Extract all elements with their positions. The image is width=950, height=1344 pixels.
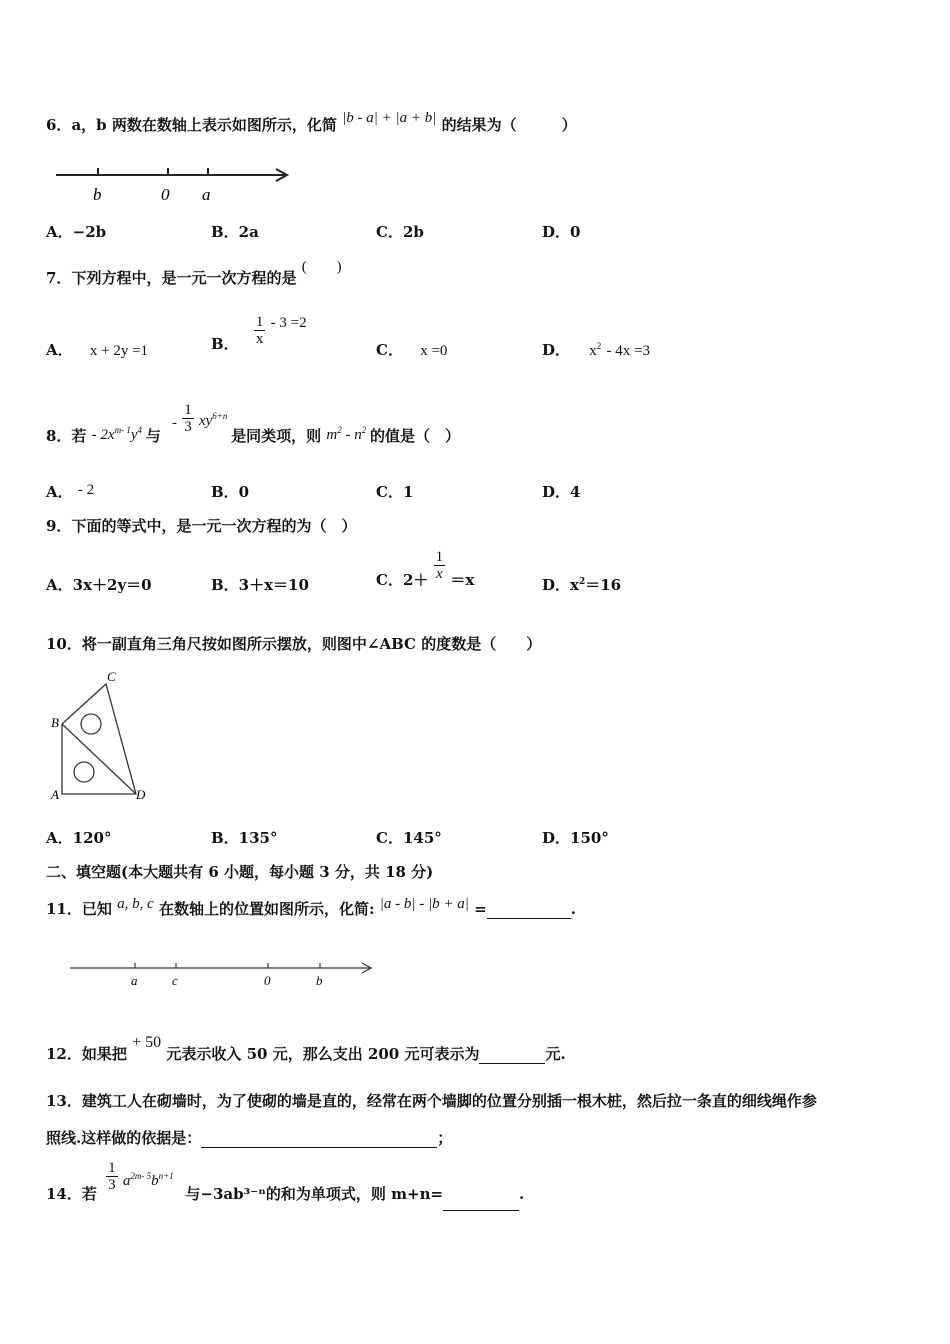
q6-expression: |b - a| + |a + b| (342, 110, 437, 126)
q14-b-sup: n+1 (158, 1170, 174, 1181)
q10-option-a[interactable]: A．120° (46, 829, 112, 847)
q14-answer-blank[interactable] (443, 1196, 519, 1211)
q6-tail: 的结果为（ ） (441, 116, 577, 134)
q8-expression (326, 424, 370, 443)
q7-option-b-fraction (254, 314, 266, 347)
q12-value: + 50 (132, 1034, 162, 1051)
q11-eq: = (474, 900, 487, 918)
q9-text: 下面的等式中，是一元一次方程的为（ ） (71, 517, 357, 535)
q12-text2: 元表示收入 50 元，那么支出 200 元可表示为 (166, 1045, 480, 1063)
q6-axis-label-0: 0 (161, 185, 170, 204)
q8-expr-m: m (326, 426, 338, 443)
q7-option-d[interactable] (542, 339, 650, 360)
q7-option-a-label: A． (46, 341, 73, 359)
question-12 (46, 1034, 566, 1064)
q7-option-d-base: x (589, 343, 597, 359)
q9-option-c-fraction (434, 549, 446, 582)
q6-option-a[interactable]: A．−2b (46, 223, 107, 241)
q14-fraction-numerator: 1 (108, 1160, 116, 1176)
q6-text: a，b 两数在数轴上表示如图所示，化简 (71, 116, 337, 134)
question-11 (46, 898, 576, 919)
question-7 (46, 259, 342, 288)
q14-mid: 与−3ab³⁻ⁿ的和为单项式，则 m+n= (185, 1184, 444, 1203)
q8-fraction-numerator: 1 (184, 402, 192, 418)
q6-number: 6． (46, 116, 72, 134)
q13-end: ； (437, 1129, 453, 1147)
q6-axis-label-b: b (93, 185, 102, 204)
q9-option-c-post: ＝x (450, 570, 475, 589)
q7-option-a-expr: x + 2y =1 (89, 343, 149, 359)
q14-fraction-denominator: 3 (108, 1177, 116, 1193)
q9-option-c-numerator: 1 (435, 549, 444, 565)
q11-mid: 在数轴上的位置如图所示，化简: (159, 900, 375, 918)
q9-option-d-sup: 2 (578, 577, 586, 587)
q9-option-d[interactable] (542, 574, 621, 595)
q12-text3: 元. (545, 1045, 566, 1063)
q8-expr-nsup: 2 (361, 424, 367, 435)
q8-expr-msup: 2 (337, 424, 342, 435)
q8-mid: 是同类项，则 (231, 426, 322, 445)
question-9 (46, 515, 356, 536)
q7-option-b-rest: - 3 =2 (270, 314, 307, 331)
q7-option-b-label: B． (211, 334, 239, 353)
q14-a: a (122, 1172, 131, 1189)
q7-option-b-numerator: 1 (255, 314, 264, 330)
q7-option-c-expr: x =0 (420, 343, 448, 359)
q9-option-d-pre: D．x (542, 576, 579, 594)
section-2-heading: 二、填空题(本大题共有 6 小题，每小题 3 分，共 18 分) (46, 863, 434, 881)
q8-number: 8．若 (46, 426, 87, 445)
q8-option-a-expr: - 2 (77, 482, 95, 498)
q8-term2-sup: 6+n (212, 410, 228, 421)
q6-option-c[interactable]: C．2b (376, 223, 424, 241)
q10-label-b: B (51, 715, 59, 730)
q8-term2-sign: - (172, 414, 177, 431)
q11-vars: a, b, c (117, 896, 154, 912)
q12-text1: 12．如果把 (46, 1045, 127, 1063)
q10-label-a: A (51, 787, 59, 802)
q7-option-d-rest: - 4x =3 (606, 343, 650, 359)
q10-triangle-figure (46, 664, 166, 809)
q14-monomial (122, 1170, 178, 1189)
q9-option-c[interactable] (376, 549, 475, 589)
q8-option-a[interactable] (46, 481, 94, 502)
q8-term2 (198, 410, 231, 429)
q8-fraction (182, 402, 194, 435)
q11-axis-label-0: 0 (264, 973, 271, 988)
q10-option-d[interactable]: D．150° (542, 829, 609, 847)
question-13-line-1: 13．建筑工人在砌墙时，为了使砌的墙是直的，经常在两个墙脚的位置分别插一根木桩，然后拉一条直的细线绳作参 (46, 1092, 817, 1110)
q8-with: 与 (145, 426, 161, 445)
question-6 (46, 110, 577, 135)
q7-option-c[interactable] (376, 339, 447, 360)
q8-option-a-label: A． (46, 483, 73, 501)
q8-term1-base: - 2x (91, 426, 115, 443)
q8-tail: 的值是（ ） (369, 426, 460, 445)
q10-label-d: D (136, 787, 146, 802)
q7-text: 下列方程中，是一元一次方程的是 (71, 269, 297, 287)
q8-term1-y: y (130, 426, 138, 443)
q11-answer-blank[interactable] (487, 904, 571, 919)
q9-option-d-post: ＝16 (585, 576, 622, 594)
q14-a-sup: 2m- 5 (130, 1170, 152, 1181)
question-8 (46, 402, 460, 445)
q11-axis-label-a: a (131, 973, 138, 988)
q13-line2-text: 照线.这样做的依据是： (46, 1129, 202, 1147)
question-13-line-2 (46, 1127, 452, 1148)
q14-pre: 14．若 (46, 1184, 97, 1203)
q7-option-b-denominator: x (255, 331, 264, 347)
q11-end: . (570, 900, 576, 918)
q9-option-c-pre: C．2＋ (376, 570, 429, 589)
q6-number-line (50, 160, 300, 210)
q13-answer-blank[interactable] (201, 1133, 437, 1148)
q12-answer-blank[interactable] (479, 1049, 545, 1064)
q14-fraction (106, 1160, 118, 1193)
q10-option-c[interactable]: C．145° (376, 829, 442, 847)
q6-option-d[interactable]: D．0 (542, 223, 581, 241)
q11-axis-label-c: c (172, 973, 178, 988)
q8-term1-ysup: 4 (137, 424, 142, 435)
q10-text: 将一副直角三角尺按如图所示摆放，则图中∠ABC 的度数是（ ） (81, 635, 542, 653)
q8-option-b[interactable]: B．0 (211, 483, 250, 501)
q8-term1-sup: m- 1 (114, 424, 131, 435)
q6-axis-label-a: a (202, 185, 211, 204)
question-14 (46, 1160, 525, 1203)
q8-term2-base: xy (198, 412, 213, 429)
q8-term1 (91, 424, 146, 443)
q10-label-c: C (107, 669, 116, 684)
q7-option-b[interactable] (211, 314, 307, 353)
q14-b: b (151, 1172, 159, 1189)
q8-option-d[interactable]: D．4 (542, 483, 581, 501)
q11-expression: |a - b| - |b + a| (379, 896, 469, 912)
q11-axis-label-b: b (316, 973, 323, 988)
q14-end: . (519, 1184, 525, 1203)
q8-fraction-denominator: 3 (184, 419, 192, 435)
q10-number: 10． (46, 635, 82, 653)
q10-option-b[interactable]: B．135° (211, 829, 278, 847)
q11-number-line (64, 958, 384, 998)
q6-option-b[interactable]: B．2a (211, 223, 259, 241)
q9-number: 9． (46, 517, 72, 535)
q7-number: 7． (46, 269, 72, 287)
q8-option-c[interactable]: C．1 (376, 483, 414, 501)
q11-number: 11．已知 (46, 900, 112, 918)
q9-option-c-denominator: x (436, 566, 443, 582)
q7-option-d-label: D． (542, 341, 571, 359)
q7-option-d-sup: 2 (596, 341, 602, 351)
q8-expr-op: - n (345, 426, 362, 443)
q7-option-c-label: C． (376, 341, 403, 359)
q7-option-a[interactable] (46, 339, 148, 360)
q7-paren: ( ) (301, 259, 342, 275)
q9-option-a[interactable]: A．3x＋2y＝0 (46, 576, 152, 594)
question-10 (46, 633, 541, 654)
q9-option-b[interactable]: B．3＋x＝10 (211, 576, 309, 594)
